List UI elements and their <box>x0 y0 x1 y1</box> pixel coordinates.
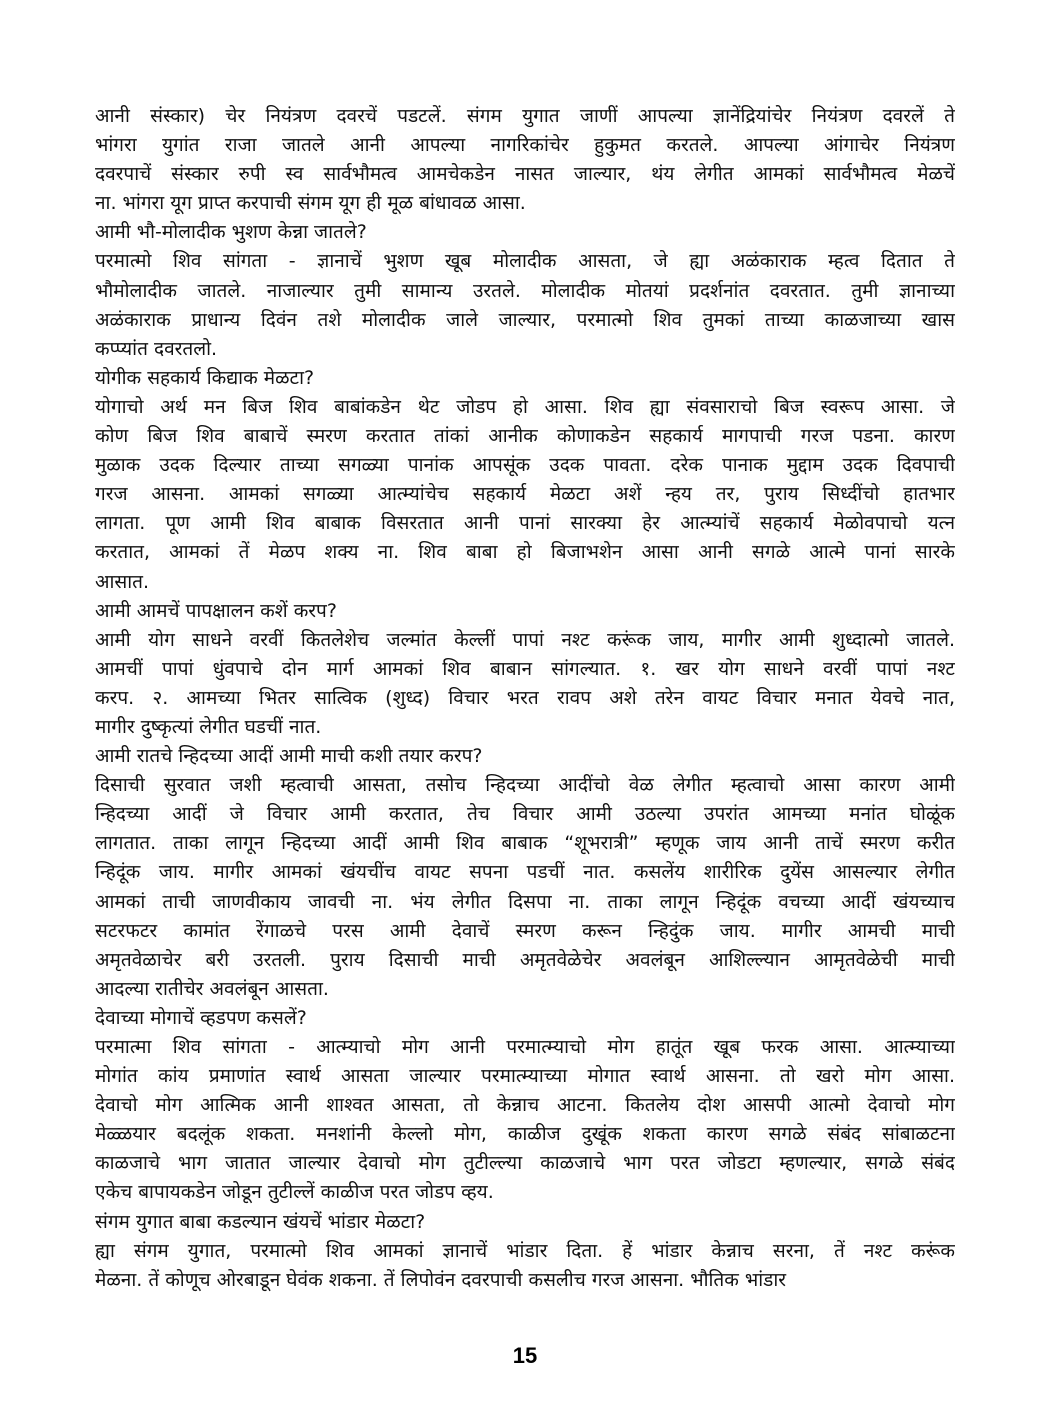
text-line: देवाच्या मोगाचें व्हडपण कसलें? <box>95 1006 307 1029</box>
text-line: करतात, आमकां तें मेळप शक्य ना. शिव बाबा हो बिजाभशेन आसा आनी सगळे आत्मे पानां सारके <box>95 541 955 564</box>
text-line: काळजाचे भाग जातात जाल्यार देवाचो मोग तुटील्ल्या काळजाचे भाग परत जोडटा म्हणल्यार, सगळे संबंद <box>95 1152 955 1175</box>
paragraph <box>95 771 955 1004</box>
text-line: आसात. <box>95 570 150 593</box>
text-line: आमकां ताची जाणवीकाय जावची ना. भंय लेगीत दिसपा ना. ताका लागून न्हिदूंक वचच्या आदीं खंयच्याच <box>95 890 955 913</box>
text-line: योगाचो अर्थ मन बिज शिव बाबांकडेन थेट जोडप हो आसा. शिव ह्या संवसाराचो बिज स्वरूप आसा. जे <box>95 395 955 418</box>
text-line: योगीक सहकार्य किद्याक मेळटा? <box>95 366 315 389</box>
text-line: मेळ्ळयार बदलूंक शकता. मनशांनी केल्लो मोग, काळीज दुखूंक शकता कारण सगळे संबंद सांबाळटना <box>95 1123 955 1146</box>
text-line: आमी रातचे न्हिदच्या आदीं आमी माची कशी तयार करप? <box>95 745 483 768</box>
text-line: परमात्मा शिव सांगता - आत्म्याचो मोग आनी परमात्म्याचो मोग हातूंत खूब फरक आसा. आत्म्याच्या <box>95 1036 955 1058</box>
text-line: परमात्मो शिव सांगता - ज्ञानाचें भुशण खूब मोलादीक आसता, जे ह्या अळंकाराक म्हत्व दितात ते <box>95 250 955 273</box>
text-line: आमी भौ-मोलादीक भुशण केन्ना जातले? <box>95 221 367 244</box>
paragraph <box>95 102 955 218</box>
question-heading <box>95 597 955 626</box>
question-heading <box>95 742 955 771</box>
paragraph <box>95 393 955 597</box>
text-line: मागीर दुष्कृत्यां लेगीत घडचीं नात. <box>95 715 322 738</box>
text-line: मोगांत कांय प्रमाणांत स्वार्थ आसता जाल्यार परमात्म्याच्या मोगात स्वार्थ आसना. तो खरो मोग आसा. <box>95 1065 955 1088</box>
text-line: देवाचो मोग आत्मिक आनी शाश्वत आसता, तो केन्नाच आटना. कितलेय दोश आसपी आत्मो देवाचो मोग <box>95 1094 955 1117</box>
question-heading <box>95 1208 955 1237</box>
text-line: आमचीं पापां धुंवपाचे दोन मार्ग आमकां शिव बाबान सांगल्यात. १. खर योग साधने वरवीं पापां नश्ट <box>95 657 955 680</box>
document-body <box>95 102 955 1295</box>
question-heading <box>95 364 955 393</box>
text-line: कप्प्यांत दवरतलो. <box>95 337 218 360</box>
text-line: मेळना. तें कोणूच ओरबाडून घेवंक शकना. तें लिपोवंन दवरपाची कसलीच गरज आसना. भौतिक भांडार <box>95 1268 787 1291</box>
text-line: कोण बिज शिव बाबाचें स्मरण करतात तांकां आनीक कोणाकडेन सहकार्य मागपाची गरज पडना. कारण <box>95 425 955 448</box>
text-line: दिसाची सुरवात जशी म्हत्वाची आसता, तसोच न्हिदच्या आदींचो वेळ लेगीत म्हत्वाचो आसा कारण आमी <box>95 774 955 797</box>
text-line: अमृतवेळाचेर बरी उरतली. पुराय दिसाची माची अमृतवेळेचेर अवलंबून आशिल्ल्यान आमृतवेळेची माची <box>95 948 955 971</box>
text-line: मुळाक उदक दिल्यार ताच्या सगळ्या पानांक आपसूंक उदक पावता. दरेक पानाक मुद्दाम उदक दिवपाची <box>95 454 955 477</box>
text-line: भांगरा युगांत राजा जातले आनी आपल्या नागरिकांचेर हुकुमत करतले. आपल्या आंगाचेर नियंत्रण <box>95 134 955 157</box>
paragraph <box>95 1237 955 1295</box>
text-line: ह्या संगम युगात, परमात्मो शिव आमकां ज्ञानाचें भांडार दिता. हें भांडार केन्नाच सरना, तें नश्ट करूंक <box>95 1239 955 1262</box>
text-line: संगम युगात बाबा कडल्यान खंयचें भांडार मेळटा? <box>95 1210 426 1233</box>
text-line: आमी योग साधने वरवीं कितलेशेच जल्मांत केल्लीं पापां नश्ट करूंक जाय, मागीर आमी शुध्दात्मो जातले. <box>95 628 955 651</box>
paragraph <box>95 626 955 742</box>
text-line: ना. भांगरा यूग प्राप्त करपाची संगम यूग ही मूळ बांधावळ आसा. <box>95 192 526 215</box>
question-heading <box>95 1004 955 1033</box>
paragraph <box>95 247 955 363</box>
text-line: आदल्या रातीचेर अवलंबून आसता. <box>95 977 329 1000</box>
text-line: न्हिदच्या आदीं जे विचार आमी करतात, तेच विचार आमी उठल्या उपरांत आमच्या मनांत घोळूंक <box>95 803 955 826</box>
paragraph <box>95 1033 955 1208</box>
text-line: दवरपाचें संस्कार रुपी स्व सार्वभौमत्व आमचेकडेन नासत जाल्यार, थंय लेगीत आमकां सार्वभौमत्व मेळचें <box>95 163 955 186</box>
text-line: गरज आसना. आमकां सगळ्या आत्म्यांचेच सहकार्य मेळटा अशें न्हय तर, पुराय सिध्दींचो हातभार <box>95 483 955 506</box>
text-line: लागतात. ताका लागून न्हिदच्या आदीं आमी शिव बाबाक “शूभरात्री” म्हणूक जाय आनी ताचें स्मरण करीत <box>95 832 955 855</box>
text-line: आनी संस्कार) चेर नियंत्रण दवरचें पडटलें. संगम युगात जाणीं आपल्या ज्ञानेंद्रियांचेर नियंत्रण दवरलें ते <box>95 105 955 127</box>
page-number: 15 <box>512 1343 538 1368</box>
text-line: अळंकाराक प्राधान्य दिवंन तशे मोलादीक जाले जाल्यार, परमात्मो शिव तुमकां ताच्या काळजाच्या खास <box>95 308 955 331</box>
text-line: भौमोलादीक जातले. नाजाल्यार तुमी सामान्य उरतले. मोलादीक मोतयां प्रदर्शनांत दवरतात. तुमी ज्ञानाच्या <box>95 279 955 302</box>
text-line: एकेच बापायकडेन जोडून तुटील्लें काळीज परत जोडप व्हय. <box>95 1181 494 1204</box>
text-line: लागता. पूण आमी शिव बाबाक विसरतात आनी पानां सारक्या हेर आत्म्यांचें सहकार्य मेळोवपाचो यत्न <box>95 512 955 535</box>
text-line: आमी आमचें पापक्षालन कशें करप? <box>95 599 337 622</box>
question-heading <box>95 218 955 247</box>
text-line: सटरफटर कामांत रेंगाळचे परस आमी देवाचें स्मरण करून न्हिदुंक जाय. मागीर आमची माची <box>95 919 955 942</box>
text-line: करप. २. आमच्या भितर सात्विक (शुध्द) विचार भरत रावप अशे तरेन वायट विचार मनात येवचे नात, <box>95 686 955 709</box>
text-line: न्हिदूंक जाय. मागीर आमकां खंयचींच वायट सपना पडचीं नात. कसलेंय शारीरिक दुयेंस आसल्यार लेगीत <box>95 861 955 884</box>
